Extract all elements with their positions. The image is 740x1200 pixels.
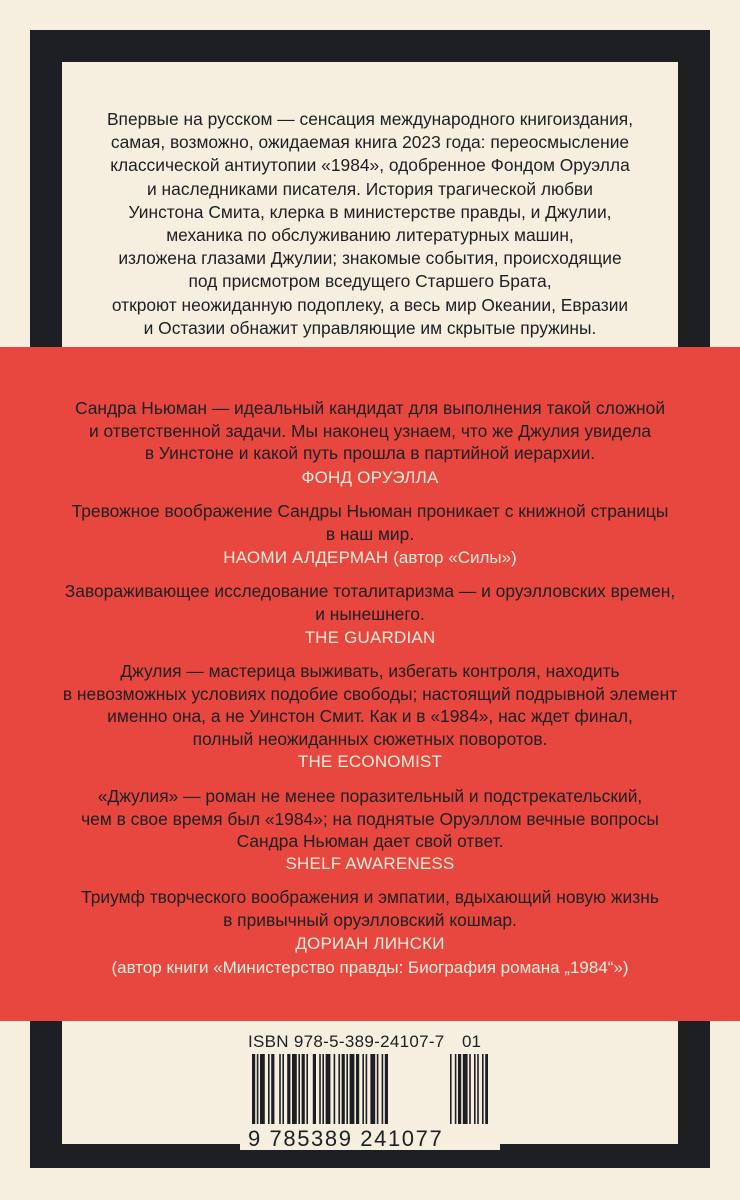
review-quote <box>0 500 740 545</box>
quote-line: Джулия — мастерица выживать, избегать контроля, находить <box>120 661 620 681</box>
blurb-line: и наследниками писателя. История трагической любви <box>147 178 593 199</box>
source-name: THE GUARDIAN <box>304 628 436 647</box>
blurb-line: откроют неожиданную подоплеку, а весь мир Океании, Евразии <box>111 294 629 315</box>
quote-line: Тревожное воображение Сандры Ньюман проникает с книжной страницы <box>71 501 669 521</box>
blurb-line: классической антиутопии «1984», одобренное Фондом Оруэлла <box>110 155 630 176</box>
blurb-line: механика по обслуживанию литературных машин, <box>166 225 574 246</box>
isbn-label: ISBN 978-5-389-24107-7 <box>248 1032 445 1051</box>
quote-line: Сандра Ньюман — идеальный кандидат для выполнения такой сложной <box>74 398 666 418</box>
quote-line: и ответственной задачи. Мы наконец узнаем, что же Джулия увидела <box>88 420 652 441</box>
barcode-digits: 9 785389 241077 <box>248 1126 444 1151</box>
source-name: НАОМИ АЛДЕРМАН <box>223 548 389 567</box>
review-source <box>0 933 740 955</box>
blurb-line: Впервые на русском — сенсация международного книгоиздания, <box>106 109 634 129</box>
book-blurb <box>62 108 678 340</box>
review-quote <box>0 785 740 853</box>
blurb-line: под присмотром вседущего Старшего Брата, <box>188 271 552 292</box>
blurb-line: изложена глазами Джулии; знакомые события, происходящие <box>118 248 622 269</box>
quote-line: Завораживающее исследование тоталитаризма — и оруэлловских времен, <box>64 581 676 601</box>
source-note: (автор книги «Министерство правды: Биография романа „1984“») <box>111 958 629 977</box>
blurb-line: самая, возможно, ожидаемая книга 2023 года: переосмысление <box>110 132 630 153</box>
quote-line: именно она, а не Уинстон Смит. Как и в «1984», нас ждет финал, <box>107 706 633 726</box>
quote-line: «Джулия» — роман не менее поразительный и подстрекательский, <box>97 786 643 806</box>
source-name: SHELF AWARENESS <box>285 854 455 873</box>
review-source <box>0 751 740 773</box>
review-quote <box>0 580 740 625</box>
review-quote <box>0 660 740 750</box>
quote-line: в невозможных условиях подобие свободы; настоящий подрывной элемент <box>62 683 678 704</box>
review-quote <box>0 397 740 465</box>
review-source-note <box>0 957 740 979</box>
isbn-addon: 01 <box>462 1032 481 1051</box>
review-source <box>0 853 740 875</box>
quote-line: полный неожиданных сюжетных поворотов. <box>192 728 548 749</box>
quote-line: Сандра Ньюман дает свой ответ. <box>236 831 504 851</box>
quote-line: в наш мир. <box>325 523 415 544</box>
source-name: ФОНД ОРУЭЛЛА <box>301 468 439 487</box>
blurb-line: и Остазии обнажит управляющие им скрытые пружины. <box>143 317 597 338</box>
quote-line: чем в свое время был «1984»; на поднятые Оруэллом вечные вопросы <box>81 808 659 829</box>
review-quote <box>0 886 740 931</box>
review-source <box>0 547 740 569</box>
barcode-icon <box>252 1054 488 1126</box>
quote-line: в привычный оруэлловский кошмар. <box>223 909 517 930</box>
blurb-line: Уинстона Смита, клерка в министерстве правды, и Джулии, <box>128 201 612 222</box>
quote-line: в Уинстоне и какой путь прошла в партийной иерархии. <box>144 443 596 463</box>
quote-line: и нынешнего. <box>315 603 425 624</box>
source-note: (автор «Силы») <box>393 548 517 567</box>
source-name: ДОРИАН ЛИНСКИ <box>295 934 445 953</box>
quote-line: Триумф творческого воображения и эмпатии, вдыхающий новую жизнь <box>81 887 659 907</box>
source-name: THE ECONOMIST <box>297 752 443 771</box>
review-source <box>0 467 740 489</box>
review-source <box>0 627 740 649</box>
